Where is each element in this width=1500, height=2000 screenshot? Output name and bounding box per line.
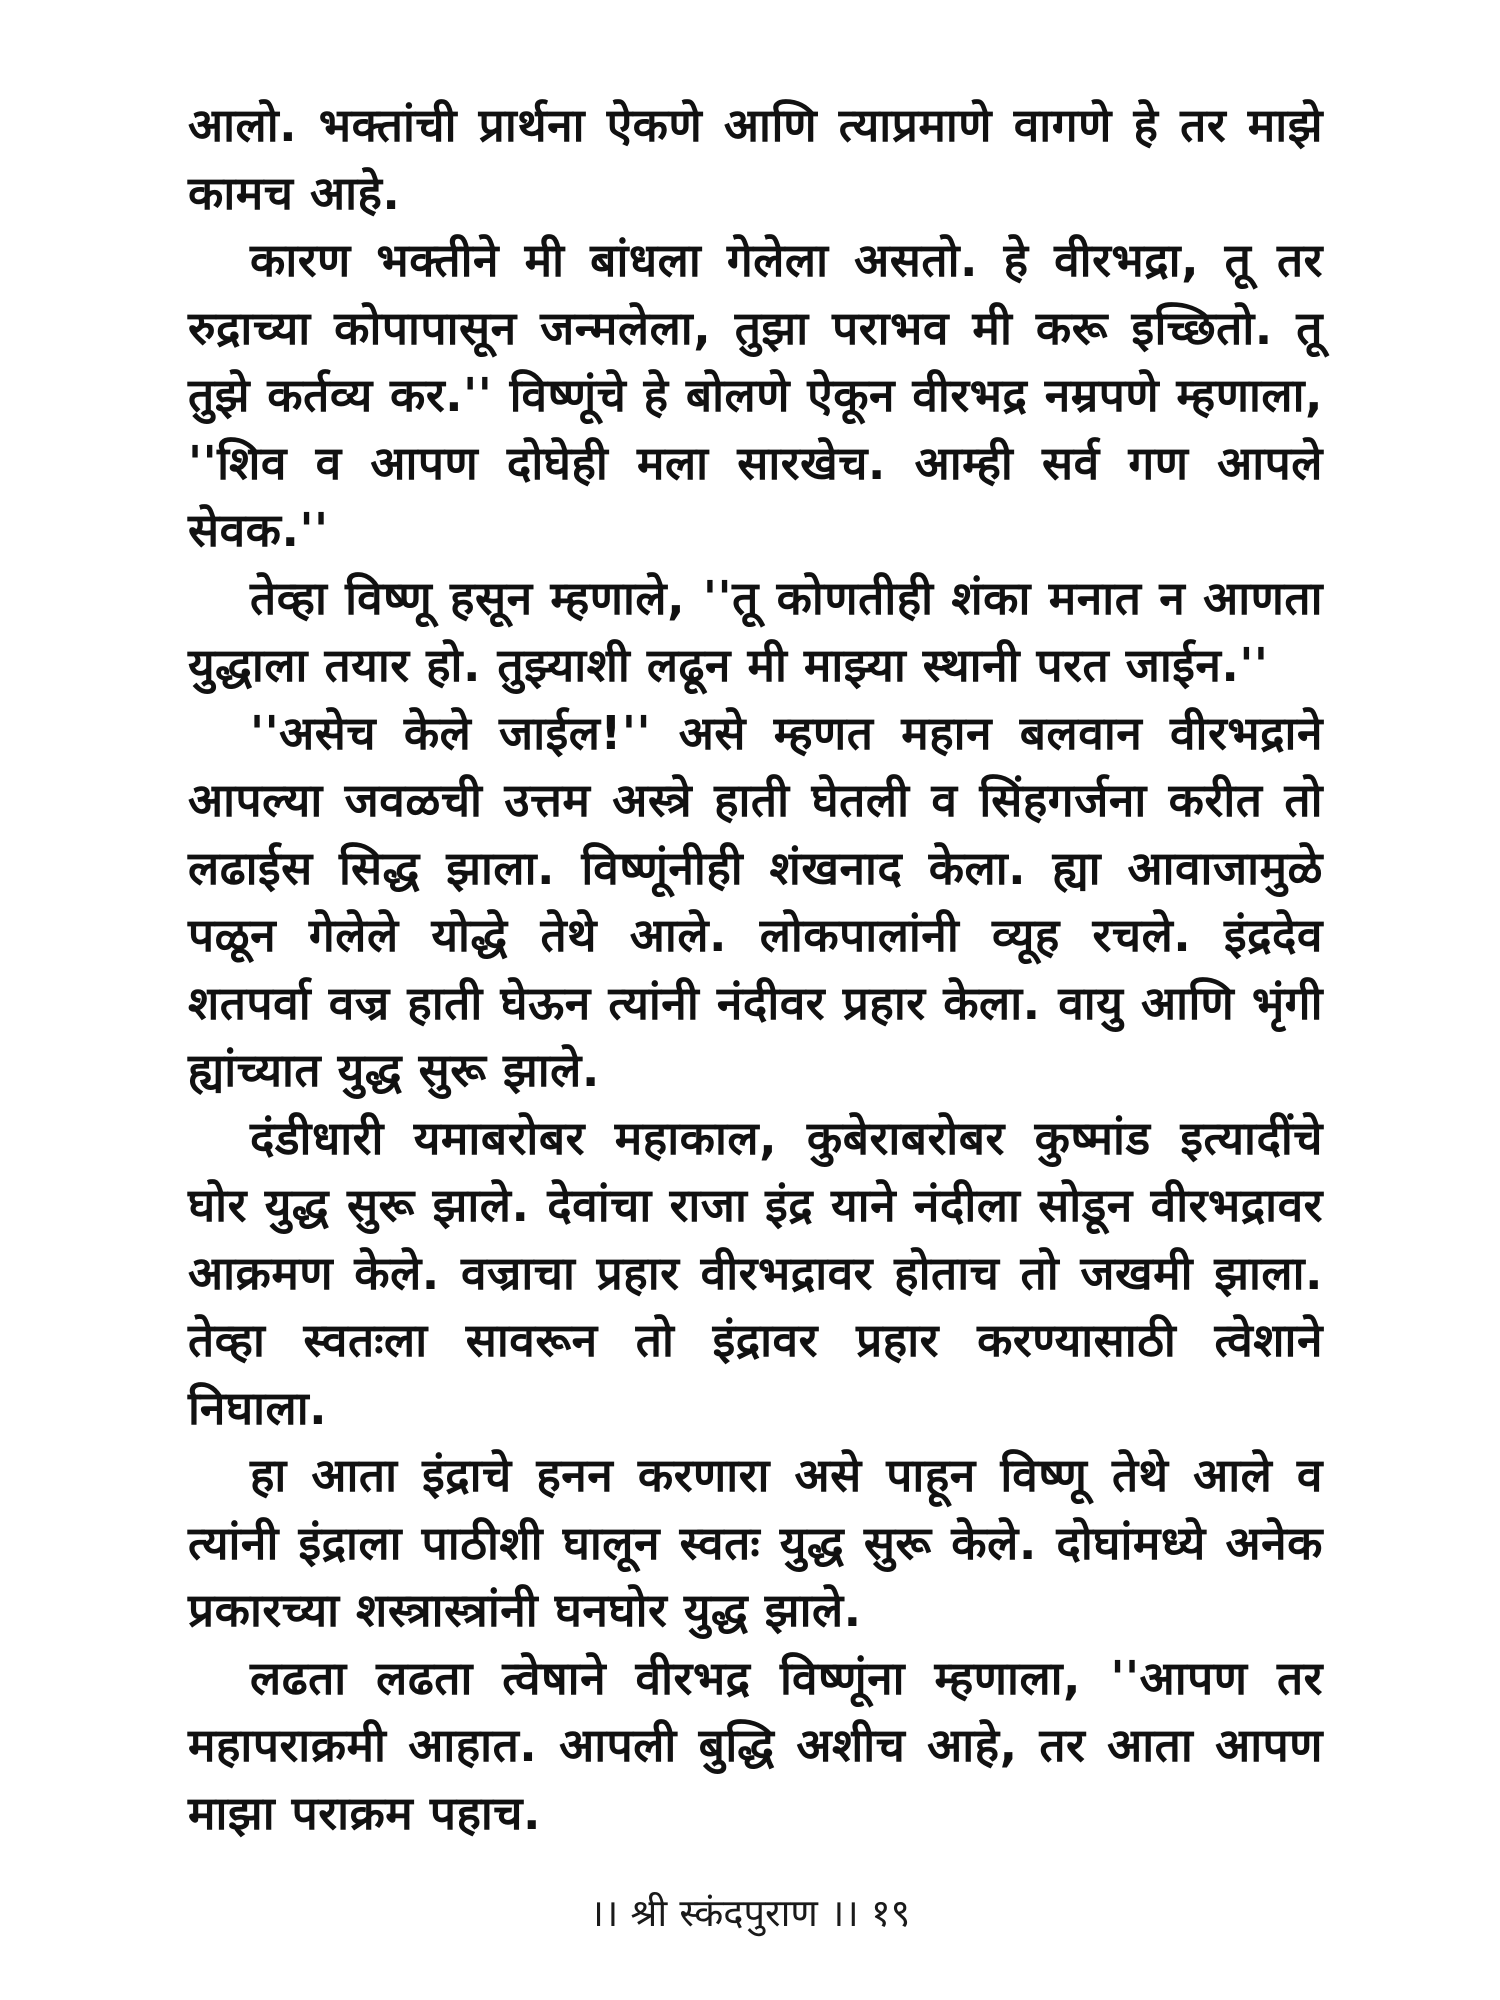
paragraph: दंडीधारी यमाबरोबर महाकाल, कुबेराबरोबर कुष्मांड इत्यादींचे घोर युद्ध सुरू झाले. देवांचा राजा इंद्र याने नंदीला सोडून वीरभद्रावर आक्रमण केले. वज्राचा प्रहार वीरभद्रावर होताच तो जखमी झाला. तेव्हा स्वतःला सावरून तो इंद्रावर प्रहार करण्यासाठी त्वेशाने निघाला. [188,1110,1323,1435]
page-footer: ।। श्री स्कंदपुराण ।। १९ [589,1891,911,1935]
paragraph: हा आता इंद्राचे हनन करणारा असे पाहून विष्णू तेथे आले व त्यांनी इंद्राला पाठीशी घालून स्वतः युद्ध सुरू केले. दोघांमध्ये अनेक प्रकारच्या शस्त्रास्त्रांनी घनघोर युद्ध झाले. [188,1448,1323,1637]
paragraph: लढता लढता त्वेषाने वीरभद्र विष्णूंना म्हणाला, ''आपण तर महापराक्रमी आहात. आपली बुद्धि अशीच आहे, तर आता आपण माझा पराक्रम पहाच. [188,1650,1323,1840]
paragraph: तेव्हा विष्णू हसून म्हणाले, ''तू कोणतीही शंका मनात न आणता युद्धाला तयार हो. तुझ्याशी लढून मी माझ्या स्थानी परत जाईन.'' [188,570,1323,692]
paragraph-continued: आलो. भक्तांची प्रार्थना ऐकणे आणि त्याप्रमाणे वागणे हे तर माझे कामच आहे. [188,98,1323,220]
paragraph: ''असेच केले जाईल!'' असे म्हणत महान बलवान वीरभद्राने आपल्या जवळची उत्तम अस्त्रे हाती घेतली व सिंहगर्जना करीत तो लढाईस सिद्ध झाला. विष्णूंनीही शंखनाद केला. ह्या आवाजामुळे पळून गेलेले योद्धे तेथे आले. लोकपालांनी व्यूह रचले. इंद्रदेव शतपर्वा वज्र हाती घेऊन त्यांनी नंदीवर प्रहार केला. वायु आणि भृंगी ह्यांच्यात युद्ध सुरू झाले. [188,705,1323,1097]
paragraph: कारण भक्तीने मी बांधला गेलेला असतो. हे वीरभद्रा, तू तर रुद्राच्या कोपापासून जन्मलेला, तुझा पराभव मी करू इच्छितो. तू तुझे कर्तव्य कर.'' विष्णूंचे हे बोलणे ऐकून वीरभद्र नम्रपणे म्हणाला, ''शिव व आपण दोघेही मला सारखेच. आम्ही सर्व गण आपले सेवक.'' [188,233,1323,557]
body-text [188,92,1323,1847]
